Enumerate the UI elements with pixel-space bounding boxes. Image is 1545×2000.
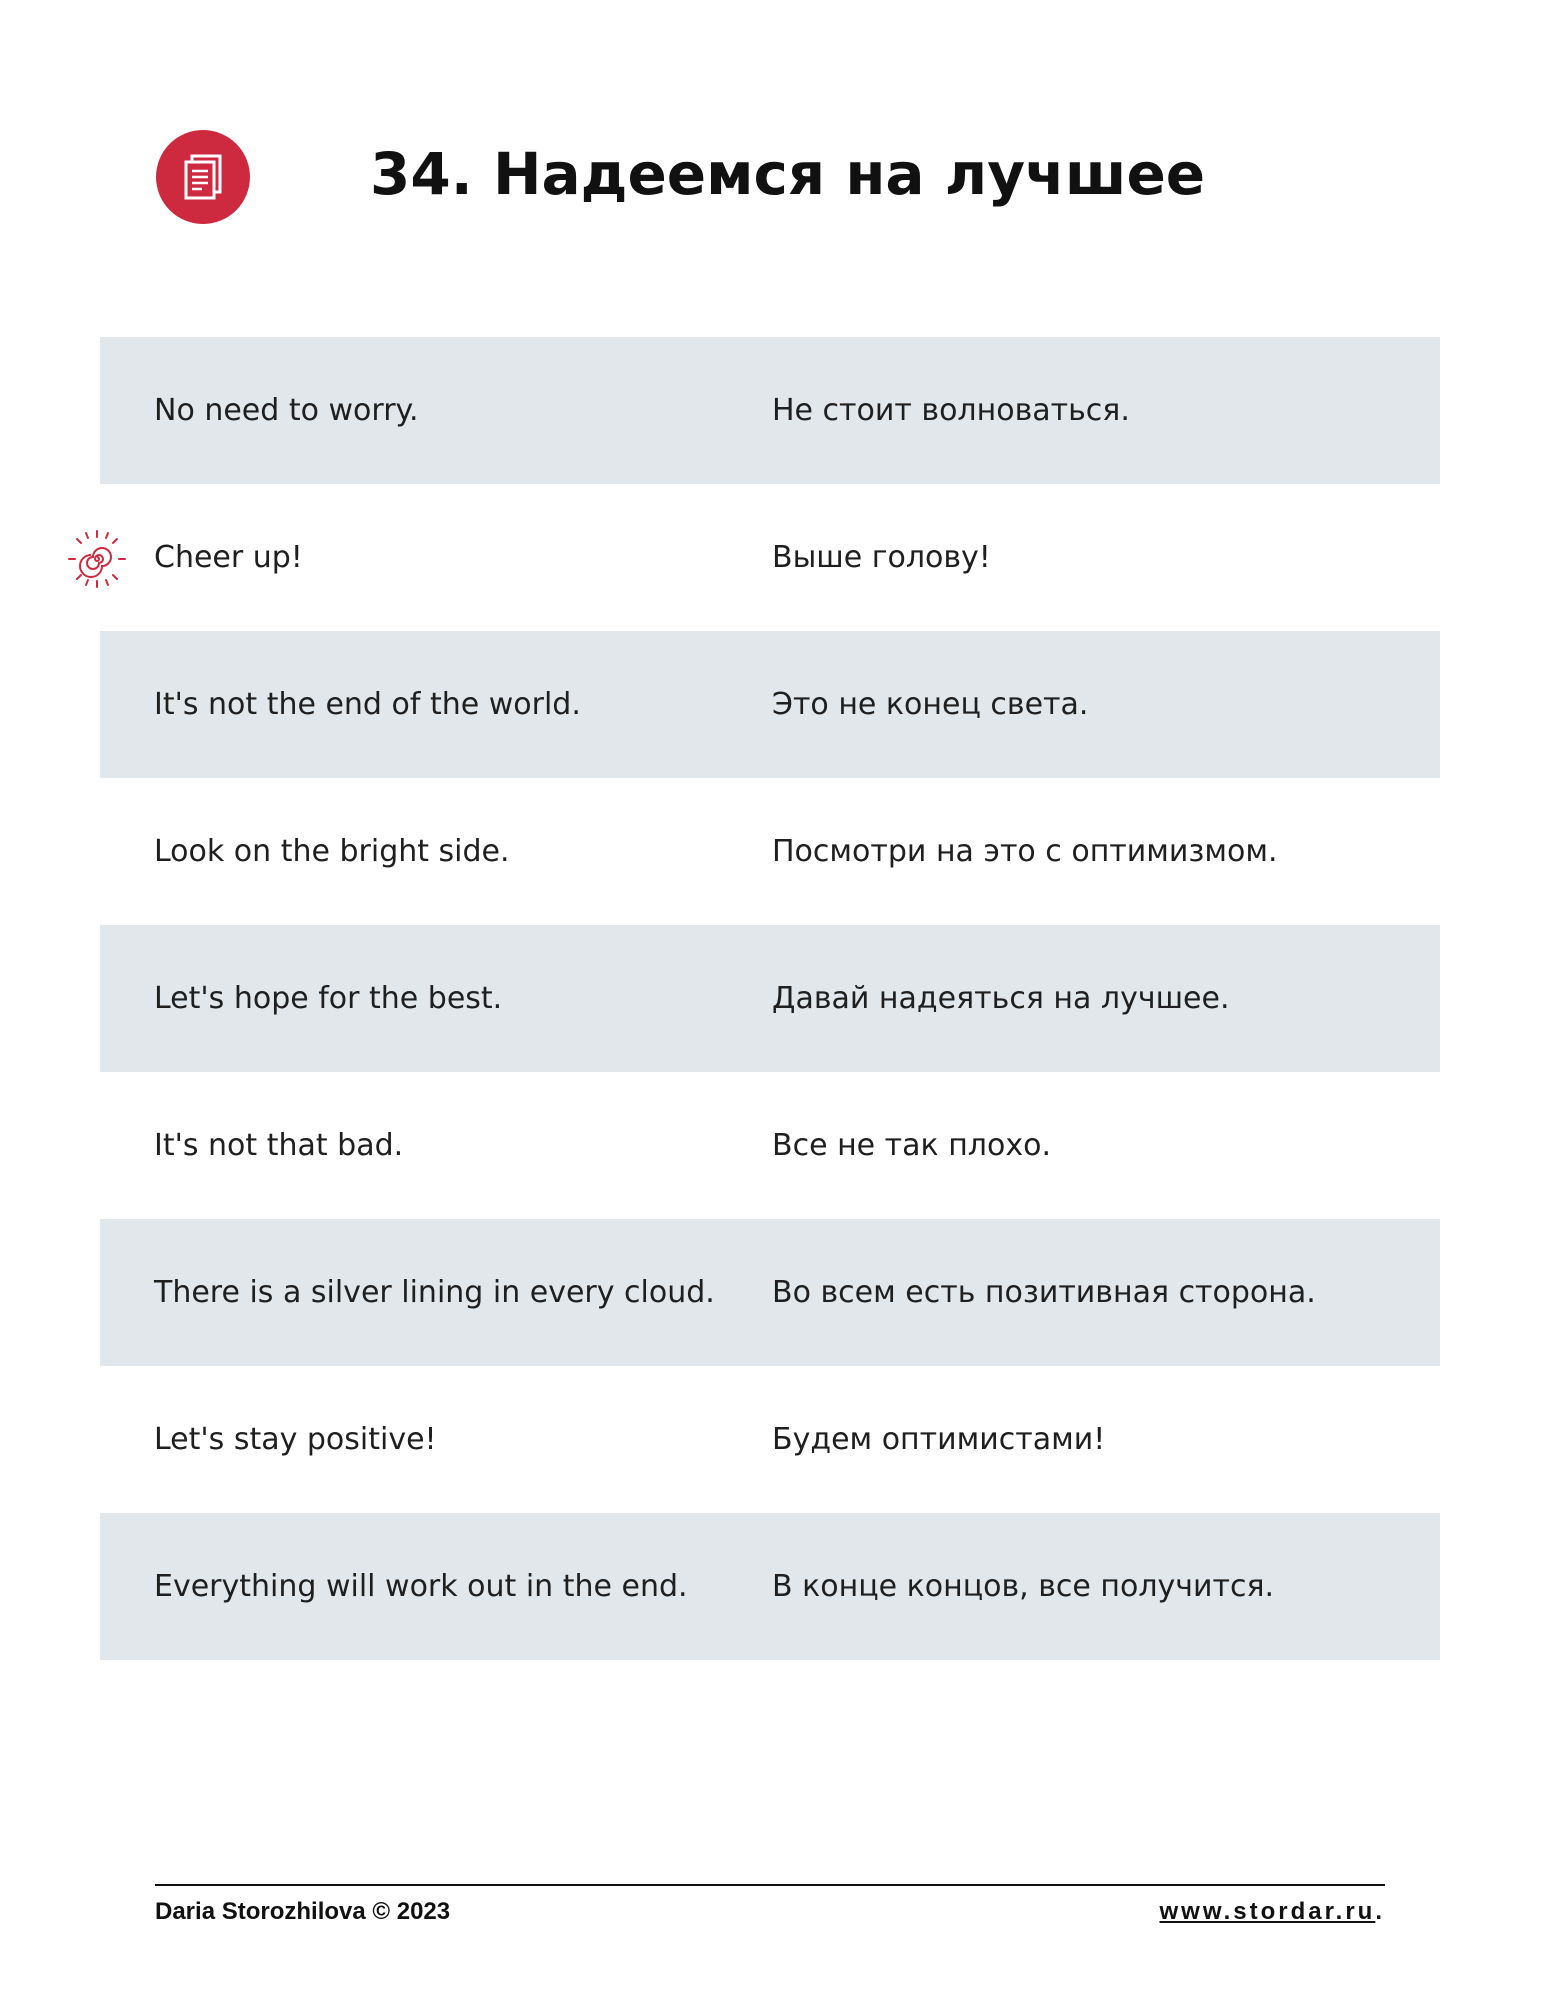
- phrase-russian: Будем оптимистами!: [772, 1422, 1106, 1457]
- phrase-russian: Не стоит волноваться.: [772, 393, 1130, 428]
- phrase-row: [100, 1513, 1440, 1660]
- document-icon: [156, 130, 250, 224]
- footer-site-suffix: .: [1375, 1898, 1385, 1925]
- phrase-row: [100, 1366, 1440, 1513]
- phrase-english: Let's hope for the best.: [154, 981, 503, 1016]
- phrase-russian: В конце концов, все получится.: [772, 1569, 1275, 1604]
- phrase-row: [100, 484, 1440, 631]
- phrase-english: Let's stay positive!: [154, 1422, 437, 1457]
- phrase-row: [100, 778, 1440, 925]
- page-title: 34. Надеемся на лучшее: [370, 140, 1206, 208]
- phrase-english: There is a silver lining in every cloud.: [154, 1275, 715, 1310]
- phrase-russian: Все не так плохо.: [772, 1128, 1051, 1163]
- phrase-english: Everything will work out in the end.: [154, 1569, 688, 1604]
- phrase-row: [100, 1219, 1440, 1366]
- sun-spiral-icon: [66, 528, 128, 590]
- phrase-english: Look on the bright side.: [154, 834, 510, 869]
- phrase-row: [100, 631, 1440, 778]
- footer-divider: [155, 1884, 1385, 1886]
- phrase-row: [100, 337, 1440, 484]
- phrase-russian: Давай надеяться на лучшее.: [772, 981, 1230, 1016]
- phrase-row: [100, 1072, 1440, 1219]
- phrase-russian: Во всем есть позитивная сторона.: [772, 1275, 1316, 1310]
- phrase-english: No need to worry.: [154, 393, 419, 428]
- phrase-russian: Это не конец света.: [772, 687, 1089, 722]
- phrase-russian: Посмотри на это с оптимизмом.: [772, 834, 1278, 869]
- footer-site: [1160, 1898, 1385, 1926]
- phrase-english: Cheer up!: [154, 540, 303, 575]
- phrase-row: [100, 925, 1440, 1072]
- footer-author: Daria Storozhilova © 2023: [155, 1898, 451, 1925]
- phrase-english: It's not that bad.: [154, 1128, 404, 1163]
- phrase-russian: Выше голову!: [772, 540, 991, 575]
- phrase-list: [100, 337, 1440, 1660]
- website-link[interactable]: www.stordar.ru: [1159, 1898, 1376, 1925]
- phrase-english: It's not the end of the world.: [154, 687, 581, 722]
